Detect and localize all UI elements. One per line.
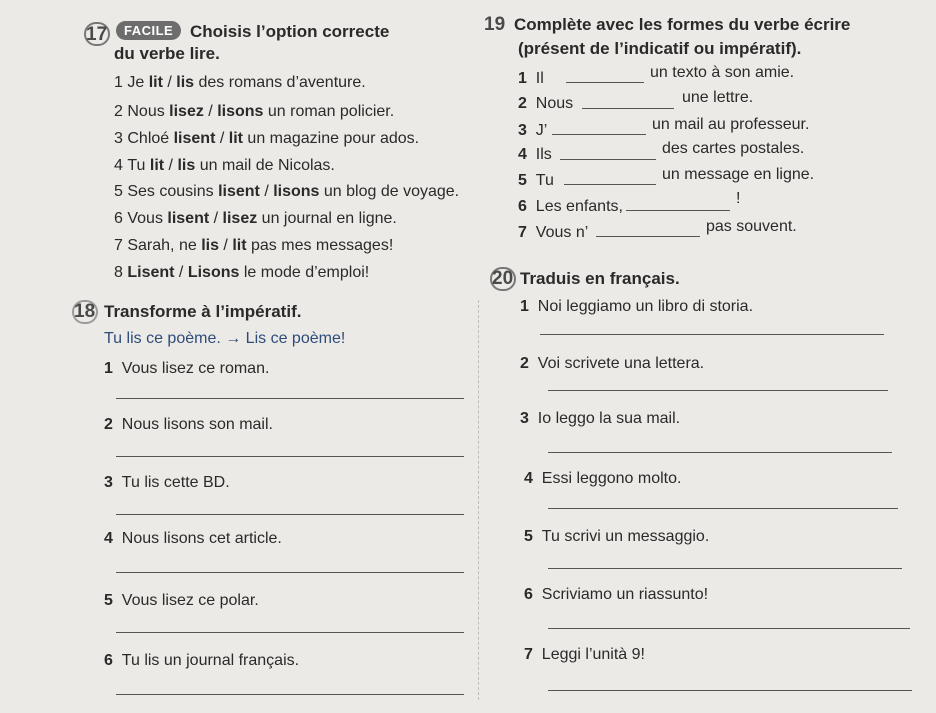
- option-separator: /: [162, 74, 177, 91]
- ex20-item: 7 Leggi l’unità 9!: [524, 646, 645, 663]
- item-label: 3 J’: [518, 122, 548, 139]
- item-text: un mail au professeur.: [652, 116, 810, 133]
- option-1[interactable]: lisez: [169, 103, 204, 120]
- item-text: un texto à son amie.: [650, 64, 795, 81]
- item-text: un message en ligne.: [662, 166, 815, 183]
- option-2[interactable]: lisons: [217, 103, 264, 120]
- ex18-answer-line[interactable]: [116, 514, 464, 515]
- option-1[interactable]: lisent: [167, 210, 210, 227]
- option-1[interactable]: Lisent: [127, 264, 175, 281]
- ex20-item: 5 Tu scrivi un messaggio.: [524, 528, 710, 545]
- ex19-answer-blank[interactable]: [596, 236, 700, 237]
- ex20-answer-line[interactable]: [548, 628, 910, 629]
- ex20-item: 1 Noi leggiamo un libro di storia.: [520, 298, 754, 315]
- option-2[interactable]: lis: [176, 74, 195, 91]
- ex18-item: 3 Tu lis cette BD.: [104, 474, 230, 491]
- item-number: 7: [114, 237, 123, 254]
- ex20-answer-line[interactable]: [540, 334, 884, 335]
- ex20-answer-line[interactable]: [548, 390, 888, 391]
- item-text: un blog de voyage.: [319, 183, 460, 200]
- option-separator: /: [174, 264, 188, 281]
- option-separator: /: [209, 210, 223, 227]
- ex19-answer-blank[interactable]: [552, 134, 646, 135]
- ex20-item: 2 Voi scrivete una lettera.: [520, 355, 705, 372]
- item-number: 6: [114, 210, 123, 227]
- item-number: 2: [114, 103, 123, 120]
- ex20-item: 3 Io leggo la sua mail.: [520, 410, 681, 427]
- item-number: 1: [114, 74, 123, 91]
- item-label: 4 Ils: [518, 146, 552, 163]
- ex18-item: 2 Nous lisons son mail.: [104, 416, 273, 433]
- item-text: des cartes postales.: [662, 140, 805, 157]
- ex19-answer-blank[interactable]: [582, 108, 674, 109]
- ex19-answer-blank[interactable]: [626, 210, 730, 211]
- item-text: !: [736, 190, 741, 207]
- option-separator: /: [218, 237, 233, 254]
- ex17-number: 17: [86, 24, 108, 45]
- option-2[interactable]: lisez: [222, 210, 258, 227]
- item-number: 3: [114, 130, 123, 147]
- item-text: Nous: [127, 103, 170, 120]
- ex17-difficulty-badge: FACILE: [116, 21, 181, 40]
- ex18-item: 1 Vous lisez ce roman.: [104, 360, 270, 377]
- option-separator: /: [259, 183, 274, 200]
- ex17-item: [114, 130, 419, 148]
- option-2[interactable]: lit: [232, 237, 247, 254]
- item-number: 8: [114, 264, 123, 281]
- ex18-item: 5 Vous lisez ce polar.: [104, 592, 259, 609]
- item-label: 6 Les enfants,: [518, 198, 623, 215]
- item-text: une lettre.: [682, 89, 754, 106]
- item-number: 5: [114, 183, 123, 200]
- column-divider: [478, 300, 479, 700]
- option-2[interactable]: lit: [228, 130, 243, 147]
- ex20-item: 4 Essi leggono molto.: [524, 470, 682, 487]
- ex18-answer-line[interactable]: [116, 632, 464, 633]
- ex20-answer-line[interactable]: [548, 568, 902, 569]
- item-text: pas souvent.: [706, 218, 797, 235]
- ex19-answer-blank[interactable]: [566, 82, 644, 83]
- item-text: pas mes messages!: [246, 237, 394, 254]
- item-text: le mode d’emploi!: [239, 264, 370, 281]
- ex18-answer-line[interactable]: [116, 694, 464, 695]
- ex17-item: [114, 157, 335, 175]
- item-text: Je: [127, 74, 149, 91]
- ex20-item: 6 Scriviamo un riassunto!: [524, 586, 709, 603]
- item-label: 7 Vous n’: [518, 224, 589, 241]
- ex17-item: [114, 237, 393, 255]
- option-1[interactable]: lisent: [173, 130, 216, 147]
- item-text: Ses cousins: [127, 183, 219, 200]
- option-1[interactable]: lit: [149, 157, 165, 174]
- ex17-item: [114, 183, 459, 201]
- ex17-item: [114, 264, 369, 282]
- ex18-item: 4 Nous lisons cet article.: [104, 530, 282, 547]
- ex18-number: 18: [74, 301, 96, 322]
- item-text: des romans d’aventure.: [194, 74, 366, 91]
- item-text: Chloé: [127, 130, 174, 147]
- item-label: 5 Tu: [518, 172, 554, 189]
- ex20-answer-line[interactable]: [548, 508, 898, 509]
- ex18-answer-line[interactable]: [116, 572, 464, 573]
- item-text: un roman policier.: [263, 103, 395, 120]
- option-separator: /: [164, 157, 178, 174]
- ex18-answer-line[interactable]: [116, 456, 464, 457]
- ex19-answer-blank[interactable]: [564, 184, 656, 185]
- ex17-item: [114, 103, 394, 121]
- item-text: Tu: [127, 157, 150, 174]
- option-1[interactable]: lit: [148, 74, 163, 91]
- item-number: 4: [114, 157, 123, 174]
- ex19-title-line1: Complète avec les formes du verbe écrire: [514, 15, 851, 34]
- option-separator: /: [203, 103, 218, 120]
- ex18-item: 6 Tu lis un journal français.: [104, 652, 300, 669]
- item-text: un mail de Nicolas.: [195, 157, 335, 174]
- ex19-answer-blank[interactable]: [560, 159, 656, 160]
- item-text: un journal en ligne.: [257, 210, 397, 227]
- ex19-number: 19: [484, 14, 506, 35]
- item-label: 1 Il: [518, 70, 544, 87]
- option-1[interactable]: lisent: [218, 183, 260, 200]
- option-2[interactable]: lis: [177, 157, 196, 174]
- ex17-item: [114, 74, 366, 92]
- item-text: un magazine pour ados.: [242, 130, 420, 147]
- option-1[interactable]: lis: [201, 237, 219, 254]
- ex17-title-line1: Choisis l’option correcte: [190, 22, 390, 41]
- ex20-answer-line[interactable]: [548, 452, 892, 453]
- ex20-number: 20: [492, 268, 514, 289]
- item-label: 2 Nous: [518, 95, 574, 112]
- option-2[interactable]: Lisons: [187, 264, 240, 281]
- ex19-title-line2: (présent de l’indicatif ou impératif).: [518, 39, 802, 58]
- ex17-title-line2: du verbe lire.: [114, 44, 220, 63]
- ex18-title: Transforme à l’impératif.: [104, 302, 302, 321]
- ex18-answer-line[interactable]: [116, 398, 464, 399]
- ex17-item: [114, 210, 397, 228]
- option-separator: /: [215, 130, 229, 147]
- item-text: Sarah, ne: [127, 237, 202, 254]
- item-text: Vous: [127, 210, 168, 227]
- ex20-title: Traduis en français.: [520, 269, 680, 288]
- option-2[interactable]: lisons: [273, 183, 320, 200]
- ex20-answer-line[interactable]: [548, 690, 912, 691]
- ex18-example: Tu lis ce poème. → Lis ce poème!: [104, 330, 346, 347]
